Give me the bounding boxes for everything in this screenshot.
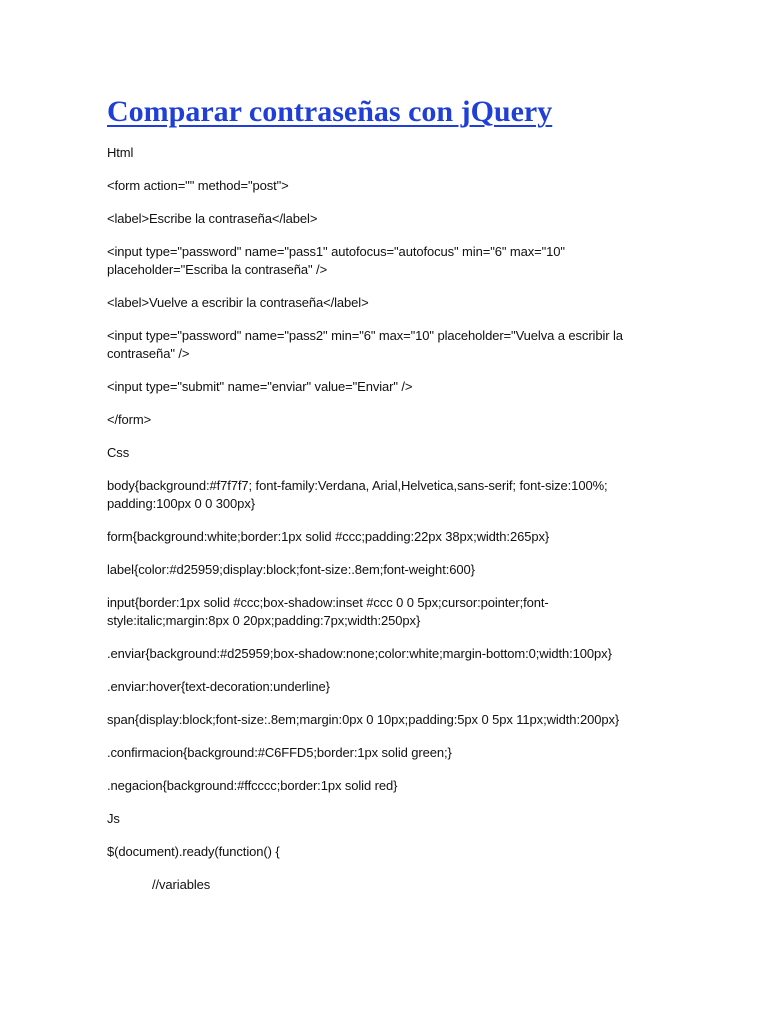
document-line: <label>Escribe la contraseña</label> — [107, 211, 318, 226]
document-line: Js — [107, 811, 120, 826]
document-line: <input type="submit" name="enviar" value="Enviar" /> — [107, 379, 413, 394]
document-line: input{border:1px solid #ccc;box-shadow:inset #ccc 0 0 5px;cursor:pointer;font- style:italic;margin:8px 0 20px;padding:7px;width:250px} — [107, 595, 549, 628]
document-title-link[interactable]: Comparar contraseñas con jQuery — [107, 95, 553, 128]
document-line: <input type="password" name="pass1" autofocus="autofocus" min="6" max="10" placeholder="Escriba la contraseña" /> — [107, 244, 565, 277]
document-line: $(document).ready(function() { — [107, 844, 280, 859]
document-page — [107, 92, 667, 909]
document-line: form{background:white;border:1px solid #ccc;padding:22px 38px;width:265px} — [107, 529, 550, 544]
document-line: <input type="password" name="pass2" min="6" max="10" placeholder="Vuelva a escribir la contraseña" /> — [107, 328, 623, 361]
document-line: <form action="" method="post"> — [107, 178, 289, 193]
document-line: .confirmacion{background:#C6FFD5;border:1px solid green;} — [107, 745, 452, 760]
document-line: .enviar{background:#d25959;box-shadow:none;color:white;margin-bottom:0;width:100px} — [107, 646, 612, 661]
document-line: //variables — [152, 877, 211, 892]
document-line: body{background:#f7f7f7; font-family:Verdana, Arial,Helvetica,sans-serif; font-size:100%; padding:100px 0 0 300px} — [107, 478, 608, 511]
document-line: </form> — [107, 412, 152, 427]
document-line: label{color:#d25959;display:block;font-size:.8em;font-weight:600} — [107, 562, 475, 577]
document-line: Html — [107, 145, 134, 160]
document-line: <label>Vuelve a escribir la contraseña</label> — [107, 295, 369, 310]
document-line: .enviar:hover{text-decoration:underline} — [107, 679, 330, 694]
document-body — [107, 144, 667, 894]
document-line: .negacion{background:#ffcccc;border:1px solid red} — [107, 778, 398, 793]
document-line: span{display:block;font-size:.8em;margin:0px 0 10px;padding:5px 0 5px 11px;width:200px} — [107, 712, 620, 727]
document-line: Css — [107, 445, 130, 460]
